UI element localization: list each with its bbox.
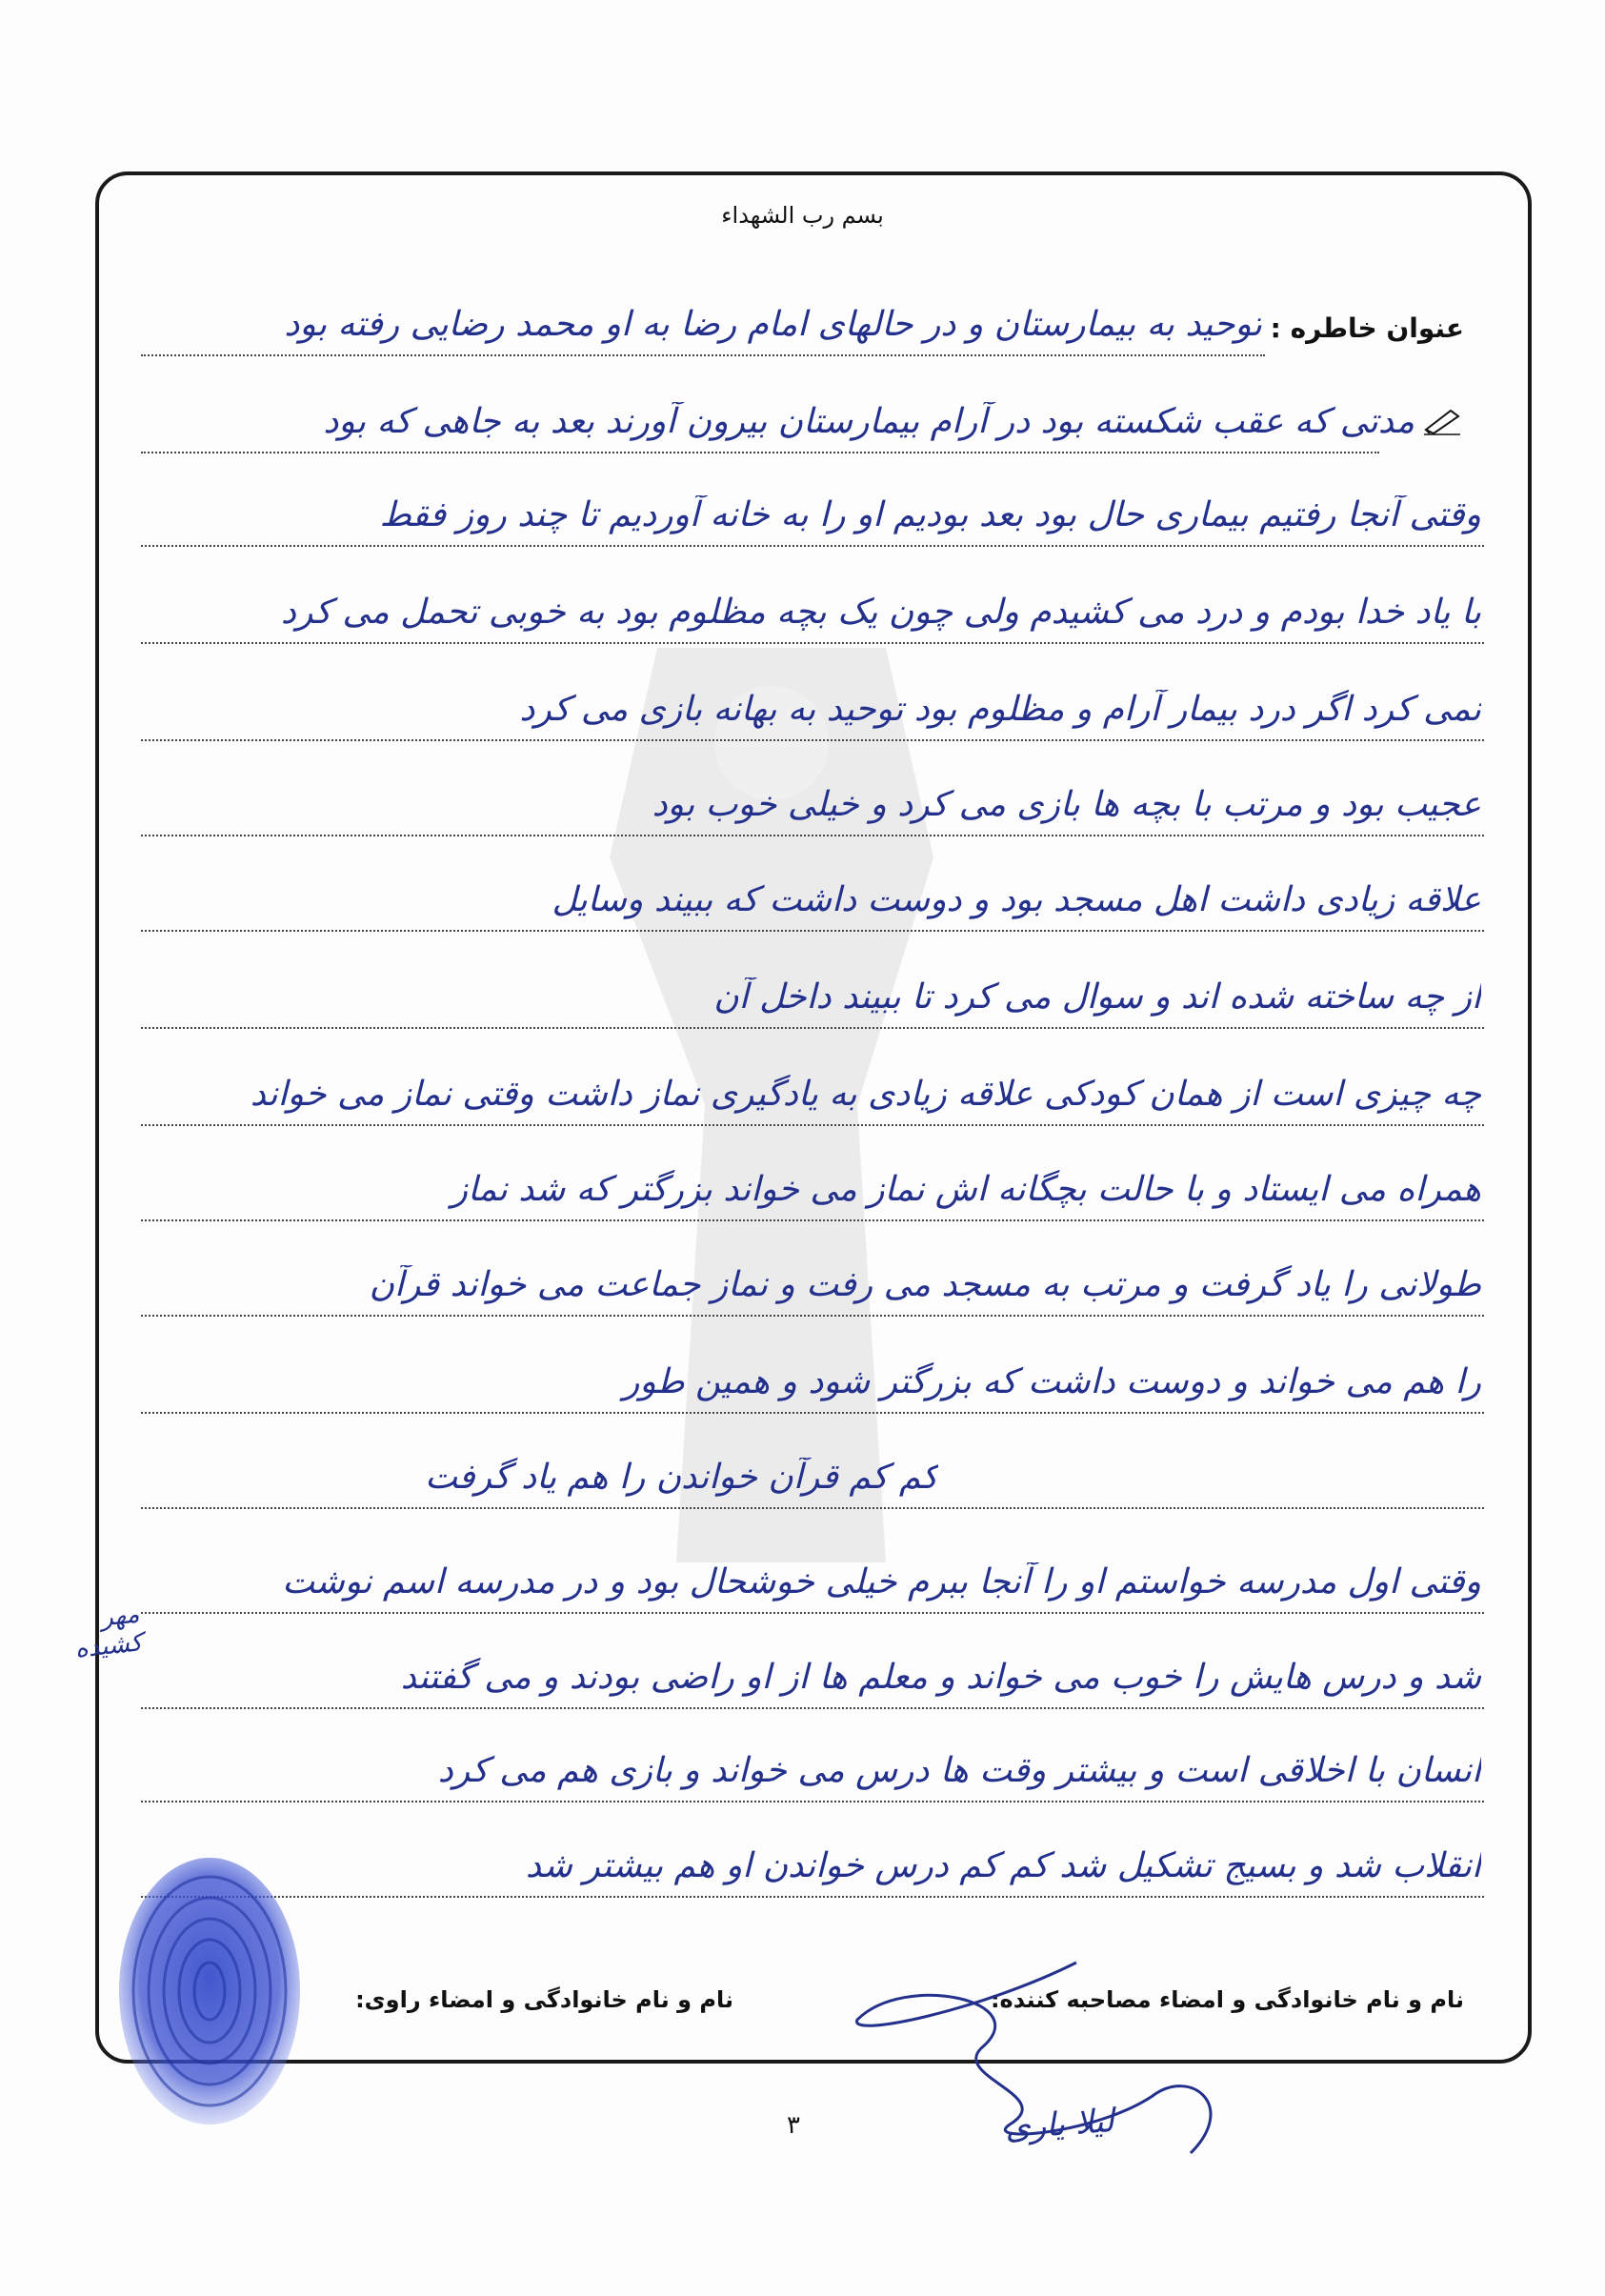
interviewer-signature-label: نام و نام خانوادگی و امضاء مصاحبه کننده:	[990, 1986, 1464, 2013]
memoir-line: انسان با اخلاقی است و بیشتر وقت ها درس می خواند و بازی هم می کرد	[437, 1751, 1481, 1790]
writing-line	[141, 1315, 1484, 1317]
writing-line	[141, 930, 1484, 932]
narrator-signature-label: نام و نام خانوادگی و امضاء راوی:	[355, 1986, 733, 2013]
writing-line	[141, 1219, 1484, 1221]
memoir-line: توحید به بیمارستان و در حالهای امام رضا به او محمد رضایی رفته بود	[284, 305, 1262, 344]
memoir-line: وقتی اول مدرسه خواستم او را آنجا ببرم خیلی خوشحال بود و در مدرسه اسم نوشت	[282, 1562, 1481, 1601]
memoir-line: عجیب بود و مرتب با بچه ها بازی می کرد و خیلی خوب بود	[652, 785, 1481, 824]
bismillah-heading: بسم رب الشهداء	[721, 202, 884, 229]
writing-line	[141, 1507, 1484, 1509]
writing-line	[141, 1707, 1484, 1709]
memoir-line: شد و درس هایش را خوب می خواند و معلم ها از او راضی بودند و می گفتند	[400, 1658, 1481, 1697]
memoir-line: علاقه زیادی داشت اهل مسجد بود و دوست داشت که ببیند وسایل	[552, 880, 1481, 919]
writing-line	[141, 1124, 1484, 1126]
memoir-line: با یاد خدا بودم و درد می کشیدم ولی چون یک بچه مظلوم بود به خوبی تحمل می کرد	[280, 593, 1481, 632]
pen-icon	[1422, 405, 1464, 435]
writing-line	[141, 1896, 1484, 1898]
writing-line	[141, 545, 1484, 547]
writing-line	[141, 452, 1379, 453]
memoir-line: طولانی را یاد گرفت و مرتب به مسجد می رفت و نماز جماعت می خواند قرآن	[369, 1265, 1481, 1304]
memoir-line: همراه می ایستاد و با حالت بچگانه اش نماز می خواند بزرگتر که شد نماز	[451, 1170, 1481, 1209]
writing-line	[141, 1801, 1484, 1803]
page-number: ۳	[787, 2111, 800, 2140]
memoir-title-label: عنوان خاطره :	[1270, 312, 1464, 344]
writing-line	[141, 642, 1484, 644]
writing-line	[141, 739, 1484, 741]
memoir-line: کم کم قرآن خواندن را هم یاد گرفت	[425, 1458, 938, 1497]
margin-note: مهر کشیده	[73, 1600, 144, 1664]
memoir-line: را هم می خواند و دوست داشت که بزرگتر شود و همین طور	[622, 1362, 1481, 1401]
signature-name: لیلا یاری	[1003, 2102, 1115, 2147]
thumbprint	[112, 1848, 308, 2134]
writing-line	[141, 1612, 1484, 1614]
writing-line	[141, 835, 1484, 836]
memoir-line: چه چیزی است از همان کودکی علاقه زیادی به یادگیری نماز داشت وقتی نماز می خواند	[250, 1075, 1481, 1114]
memoir-line: نمی کرد اگر درد بیمار آرام و مظلوم بود توحید به بهانه بازی می کرد	[519, 690, 1481, 729]
memoir-line: وقتی آنجا رفتیم بیماری حال بود بعد بودیم او را به خانه آوردیم تا چند روز فقط	[379, 495, 1481, 534]
memoir-line: انقلاب شد و بسیج تشکیل شد کم کم درس خواندن او هم بیشتر شد	[525, 1846, 1481, 1885]
writing-line	[141, 1027, 1484, 1029]
memoir-line: از چه ساخته شده اند و سوال می کرد تا ببیند داخل آن	[713, 977, 1481, 1017]
memoir-line: مدتی که عقب شکسته بود در آرام بیمارستان بیرون آورند بعد به جاهی که بود	[323, 402, 1414, 441]
writing-line	[141, 1412, 1484, 1414]
writing-line	[141, 354, 1265, 356]
